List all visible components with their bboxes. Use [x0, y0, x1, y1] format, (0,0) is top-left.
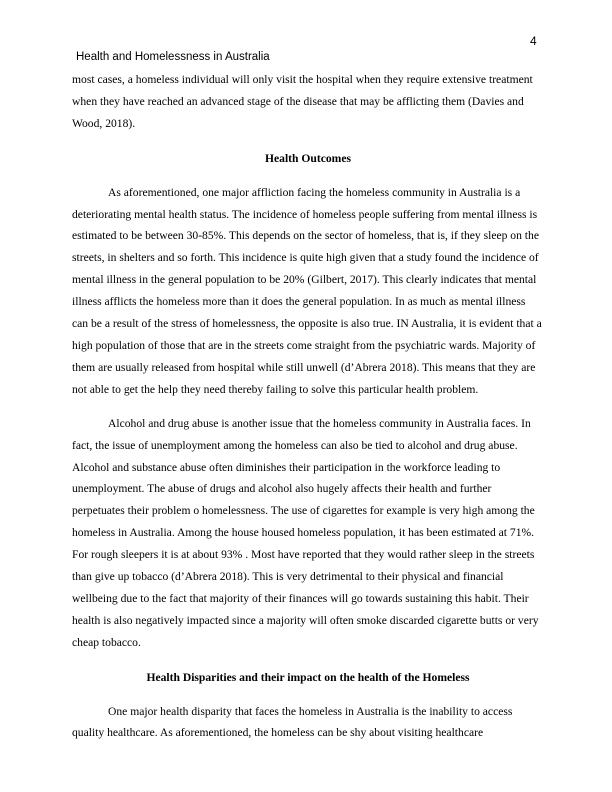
paragraph-mental-health: As aforementioned, one major affliction facing the homeless community in Australia is a deteriorating mental health status. The incidence of homeless people suffering from mental illness is estimated to be between 30-85%. This depends on the sector of homeless, that is, if they sleep on the streets, in shelters and so forth. This incidence is quite high given that a study found the incidence of mental illness in the general population to be 20% (Gilbert, 2017). This clearly indicates that mental illness afflicts the homeless more than it does the general population. In as much as mental illness can be a result of the stress of homelessness, the opposite is also true. IN Australia, it is evident that a high population of those that are in the streets come straight from the psychiatric wards. Majority of them are usually released from hospital while still unwell (d’Abrera 2018). This means that they are not able to get the help they need thereby failing to solve this particular health problem.: [72, 185, 542, 396]
paragraph-alcohol-drug-abuse: Alcohol and drug abuse is another issue that the homeless community in Australia faces. In fact, the issue of unemployment among the homeless can also be tied to alcohol and drug abuse. Alcohol and substance abuse often diminishes their participation in the workforce leading to unemployment. The abuse of drugs and alcohol also hugely affects their health and further perpetuates their problem o homelessness. The use of cigarettes for example is very high among the homeless in Australia. Among the house housed homeless population, it has been estimated at 71%. For rough sleepers it is at about 93% . Most have reported that they would rather sleep in the streets than give up tobacco (d’Abrera 2018). This is very detrimental to their physical and financial wellbeing due to the fact that majority of their finances will go towards sustaining this habit. Their health is also negatively impacted since a majority will often smoke discarded cigarette butts or very cheap tobacco.: [72, 416, 539, 649]
document-body: [72, 69, 544, 744]
paragraph-healthcare-access: One major health disparity that faces the homeless in Australia is the inability to access quality healthcare. As aforementioned, the homeless can be shy about visiting healthcare: [72, 704, 513, 740]
section-heading-health-disparities: Health Disparities and their impact on the health of the Homeless: [146, 670, 470, 684]
page-number: 4: [530, 34, 537, 48]
running-head: Health and Homelessness in Australia: [76, 51, 270, 63]
section-heading-health-outcomes: Health Outcomes: [265, 151, 351, 165]
paragraph-continuation: most cases, a homeless individual will only visit the hospital when they require extensive treatment when they have reached an advanced stage of the disease that may be afflicting them (Davies and Wood, 2018).: [72, 73, 533, 130]
